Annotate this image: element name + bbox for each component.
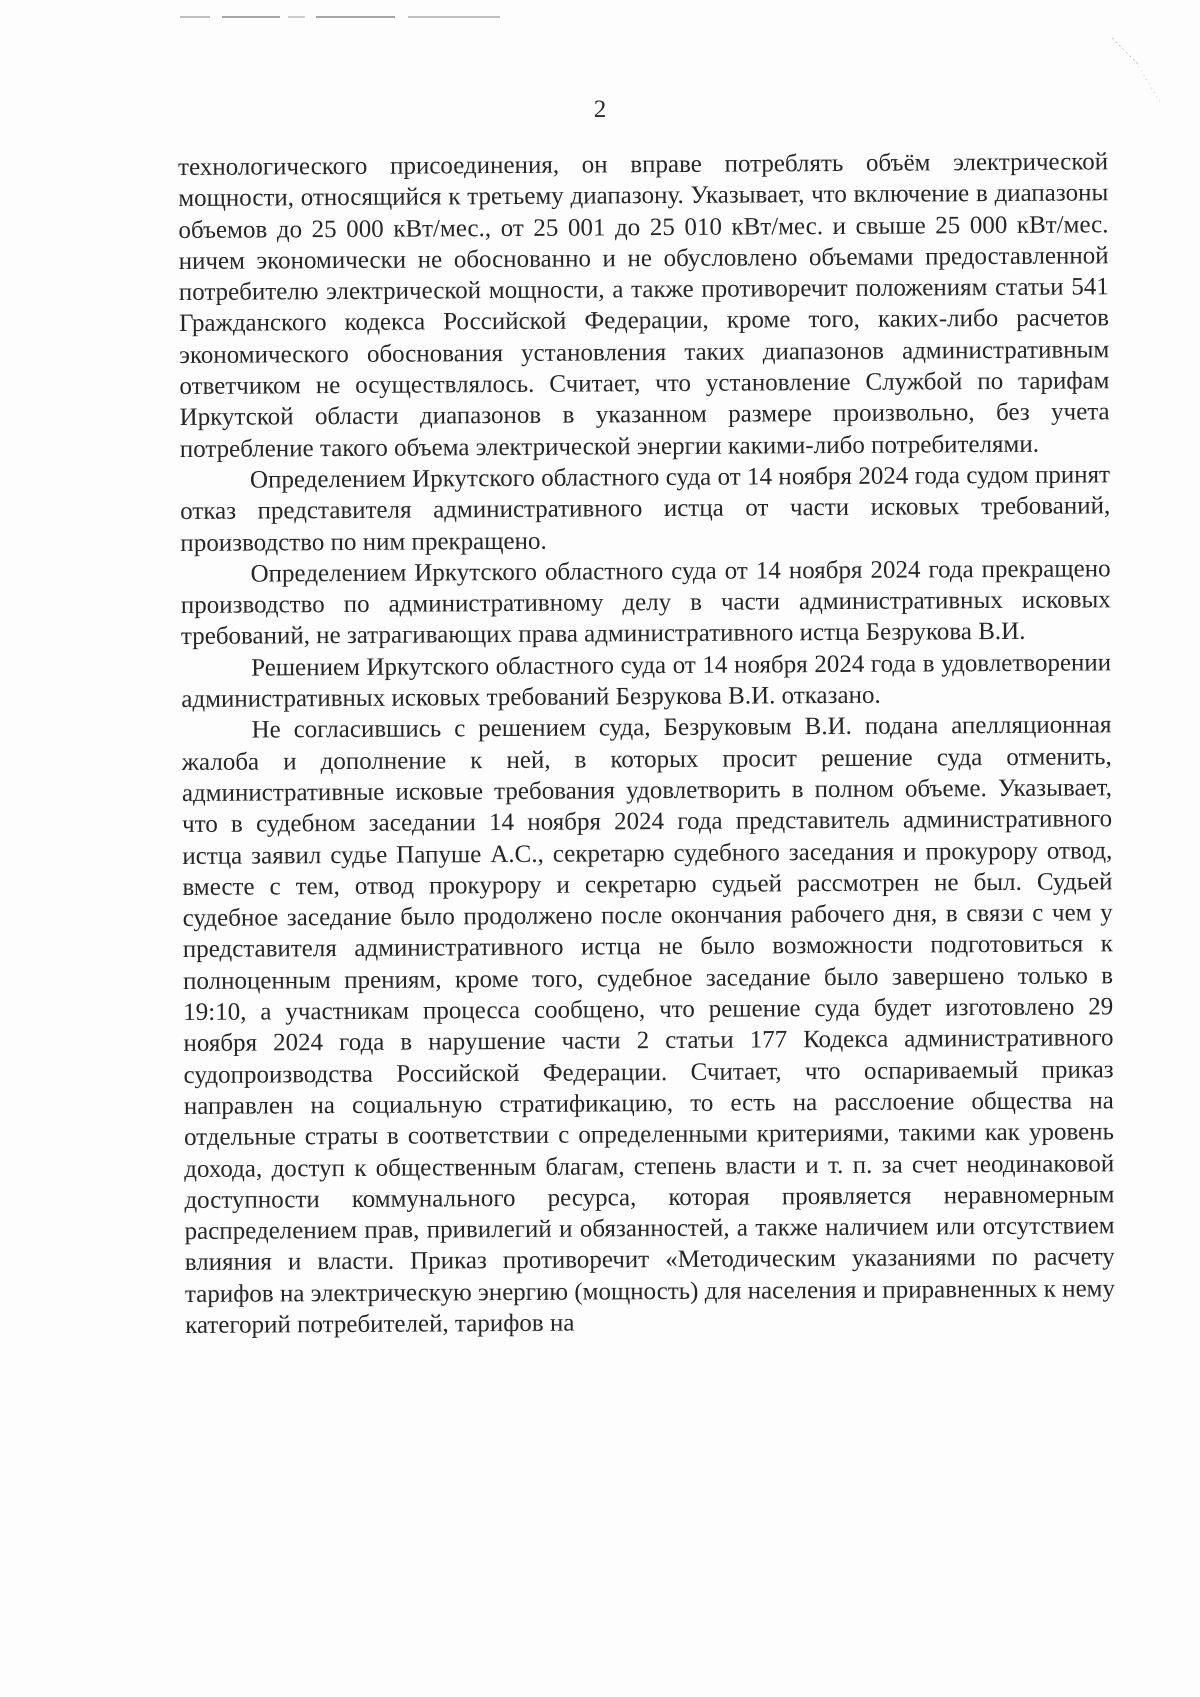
paragraph-continuation: технологического присоединения, он вправе потреблять объём электрической мощности, относящийся к третьему диапазону. Указывает, что включение в диапазоны объемов до 25 000 кВт/мес., от 25 001 до 25 010 кВт/мес. и свыше 25 000 кВт/мес. ничем экономически не обоснованно и не обусловлено объемами предоставленной потребителю электрической мощности, а также противоречит положениям статьи 541 Гражданского кодекса Российской Федерации, кроме того, каких-либо расчетов экономического обоснования установления таких диапазонов административным ответчиком не осуществлялось. Считает, что установление Службой по тарифам Иркутской области диапазонов в указанном размере произвольно, без учета потребление такого объема электрической энергии какими-либо потребителями. [178,148,1110,463]
paragraph-appeal: Не согласившись с решением суда, Безруковым В.И. подана апелляционная жалоба и дополнение к ней, в которых просит решение суда отменить, административные исковые требования удовлетворить в полном объеме. Указывает, что в судебном заседании 14 ноября 2024 года представитель административного истца заявил судье Папуше А.С., секретарю судебного заседания и прокурору отвод, вместе с тем, отвод прокурору и секретарю судьей рассмотрен не был. Судьей судебное заседание было продолжено после окончания рабочего дня, в связи с чем у представителя административного истца не было возможности подготовиться к полноценным прениям, кроме того, судебное заседание было завершено только в 19:10, а участникам процесса сообщено, что решение суда будет изготовлено 29 ноября 2024 года в нарушение части 2 статьи 177 Кодекса административного судопроизводства Российской Федерации. Считает, что оспариваемый приказ направлен на социальную стратификацию, то есть на расслоение общества на отдельные страты в соответствии с определенными критериями, такими как уровень дохода, доступ к общественным благам, степень власти и т. п. за счет неодинаковой доступности коммунального ресурса, которая проявляется неравномерным распределением прав, привилегий и обязанностей, а также наличием или отсутствием влияния и власти. Приказ противоречит «Методическим указаниями по расчету тарифов на электрическую энергию (мощность) для населения и приравненных к нему категорий потребителей, тарифов на [181,711,1116,1339]
paragraph-ruling-refusal: Определением Иркутского областного суда от 14 ноября 2024 года судом принят отказ представителя административного истца от части исковых требований, производство по ним прекращено. [180,461,1111,557]
paragraph-decision: Решением Иркутского областного суда от 14 ноября 2024 года в удовлетворении административных исковых требований Безрукова В.И. отказано. [181,649,1112,714]
scan-artifact-lines [180,14,500,20]
page-number: 2 [593,96,607,123]
document-body [178,146,1115,1341]
paragraph-ruling-termination: Определением Иркутского областного суда от 14 ноября 2024 года прекращено производство по административному делу в части административных исковых требований, не затрагивающих права административного истца Безрукова В.И. [180,555,1111,651]
